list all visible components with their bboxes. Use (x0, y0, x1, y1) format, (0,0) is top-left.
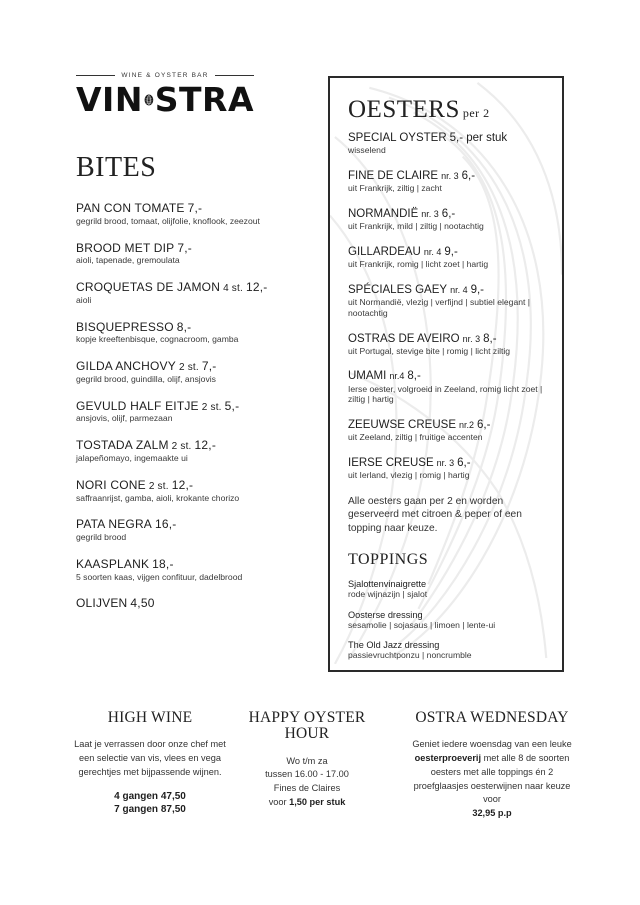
oyster-price: 9,- (444, 245, 458, 258)
oesters-content (348, 96, 548, 671)
oyster-desc: uit Frankrijk, romig | licht zoet | hartig (348, 259, 489, 270)
happy-hour-price-pre: voor (268, 796, 287, 807)
oyster-size: nr. 4 (450, 284, 468, 295)
item-name: PATA NEGRA (76, 517, 153, 532)
topping-item (348, 610, 548, 631)
tagline-rule-left (76, 75, 115, 76)
topping-name: Sjalottenvinaigrette (348, 578, 427, 589)
high-wine-section (72, 710, 228, 817)
bites-list (76, 202, 296, 611)
oyster-item (348, 333, 548, 357)
tagline-text: WINE & OYSTER BAR (121, 72, 209, 79)
item-name: PAN CON TOMATE (76, 201, 185, 215)
oyster-name: UMAMI (348, 370, 387, 383)
menu-item (76, 479, 296, 504)
topping-desc: passievruchtponzu | noncrumble (348, 650, 472, 661)
item-size: 4 st. (223, 283, 243, 295)
item-desc: saffraanrijst, gamba, aioli, krokante chorizo (76, 492, 240, 503)
item-name: BROOD MET DIP (76, 240, 175, 255)
high-wine-prices (72, 790, 228, 817)
high-wine-price-7: 7 gangen 87,50 (114, 804, 186, 816)
oyster-item (348, 419, 548, 443)
menu-item (76, 242, 296, 267)
oyster-name: OSTRAS DE AVEIRO (348, 332, 460, 345)
item-desc: ansjovis, olijf, parmezaan (76, 413, 173, 424)
oyster-name: SPECIAL OYSTER (348, 132, 447, 144)
happy-hour-oyster: Fines de Claires (273, 783, 341, 794)
oyster-item (348, 208, 548, 232)
logo-text-left: VIN (76, 80, 143, 119)
oyster-size: nr. 4 (423, 246, 442, 257)
logo-text-right: STRA (154, 80, 254, 119)
oyster-item (348, 132, 548, 156)
topping-name: The Old Jazz dressing (348, 640, 440, 651)
bites-title: BITES (76, 152, 157, 183)
oyster-desc: Ierse oester, volgroeid in Zeeland, romig licht zoet | ziltig | hartig (348, 383, 543, 405)
item-name: GILDA ANCHOVY (76, 359, 176, 374)
oyster-size: nr. 3 (462, 333, 481, 344)
oyster-size: nr.4 (389, 371, 405, 382)
item-size: 2 st. (171, 441, 192, 453)
happy-hour-price-line (248, 796, 366, 810)
oyster-size: nr. 3 (436, 458, 455, 469)
item-name: TOSTADA ZALM (76, 438, 169, 453)
happy-hour-days: Wo t/m za (286, 755, 328, 766)
oyster-desc: uit Frankrijk, ziltig | zacht (348, 183, 442, 194)
oyster-desc: uit Portugal, stevige bite | romig | licht ziltig (348, 345, 511, 356)
happy-hour-time: tussen 16.00 - 17.00 (265, 769, 349, 780)
oyster-name: IERSE CREUSE (348, 457, 434, 470)
item-price: 4,50 (130, 596, 155, 611)
oyster-price: 6,- (457, 457, 471, 470)
oyster-size: nr. 3 (441, 170, 459, 181)
menu-item (76, 202, 296, 227)
menu-item (76, 281, 296, 306)
item-price: 16,- (155, 517, 177, 532)
item-name: NORI CONE (76, 477, 146, 492)
oyster-price: 5,- per stuk (449, 132, 508, 144)
menu-item (76, 360, 296, 385)
item-desc: gegrild brood, tomaat, olijfolie, knoflook, zeezout (76, 215, 260, 226)
menu-item (76, 558, 296, 583)
oyster-desc: wisselend (348, 145, 386, 156)
brand (76, 72, 254, 119)
item-price: 7,- (177, 240, 192, 255)
ostra-text-post: met alle 8 de soorten oesters met alle toppings én 2 proefglaasjes oesterwijnen naar keuze voor (413, 753, 571, 805)
ostra-text-bold: oesterproeverij (414, 753, 481, 764)
ostra-wednesday-section (412, 710, 572, 821)
high-wine-title: HIGH WINE (107, 709, 193, 726)
oyster-name: FINE DE CLAIRE (348, 169, 439, 182)
item-desc: aioli (76, 294, 92, 305)
oyster-desc: uit Zeeland, ziltig | fruitige accenten (348, 432, 483, 443)
item-desc: 5 soorten kaas, vijgen confituur, dadelbrood (76, 571, 243, 582)
oyster-price: 6,- (461, 169, 476, 182)
topping-item (348, 579, 548, 600)
oyster-price: 8,- (483, 332, 497, 345)
item-size: 2 st. (178, 362, 199, 374)
item-desc: kopje kreeftenbisque, cognacroom, gamba (76, 334, 239, 345)
item-price: 7,- (201, 359, 217, 374)
item-name: BISQUEPRESSO (76, 319, 174, 334)
bites-section (76, 152, 296, 626)
brand-tagline (76, 72, 254, 79)
happy-oyster-hour-section (248, 710, 366, 810)
item-size: 2 st. (201, 401, 222, 413)
item-name: OLIJVEN (76, 596, 128, 611)
item-desc: jalapeñomayo, ingemaakte ui (76, 452, 188, 463)
happy-hour-text (248, 755, 366, 810)
oyster-name: GILLARDEAU (348, 245, 421, 258)
item-desc: aioli, tapenade, gremoulata (76, 255, 180, 266)
happy-hour-price: 1,50 per stuk (289, 796, 346, 807)
oyster-price: 9,- (470, 283, 485, 296)
oyster-name: NORMANDIË (348, 207, 419, 220)
oyster-item (348, 457, 548, 481)
oyster-price: 6,- (477, 419, 491, 432)
topping-desc: rode wijnazijn | sjalot (348, 588, 428, 599)
menu-item (76, 439, 296, 464)
topping-name: Oosterse dressing (348, 609, 423, 620)
menu-item (76, 518, 296, 543)
item-price: 12,- (171, 477, 194, 492)
item-price: 18,- (152, 556, 174, 571)
oyster-size: nr. 3 (421, 208, 439, 219)
oyster-shell-icon (144, 84, 154, 116)
menu-item (76, 400, 296, 425)
ostra-wednesday-text (412, 738, 572, 821)
item-name: GEVULD HALF EITJE (76, 398, 199, 413)
oyster-desc: uit Ierland, vlezig | romig | hartig (348, 470, 470, 481)
ostra-text-pre: Geniet iedere woensdag van een leuke (412, 739, 572, 750)
item-name: KAASPLANK (76, 556, 150, 571)
oyster-desc: uit Normandië, vlezig | verfijnd | subtiel elegant | nootachtig (348, 297, 531, 318)
oyster-name: ZEEUWSE CREUSE (348, 419, 456, 432)
oesters-note: Alle oesters gaan per 2 en worden geserveerd met citroen & peper of een topping naar keuze. (348, 496, 522, 534)
oesters-title-text: OESTERS (348, 96, 460, 123)
oyster-name: SPÉCIALES GAEY (348, 283, 448, 296)
oyster-item (348, 246, 548, 270)
oesters-panel (328, 76, 564, 672)
happy-hour-title: HAPPY OYSTER HOUR (248, 709, 366, 743)
item-name: CROQUETAS DE JAMON (76, 280, 221, 295)
oesters-per: per 2 (462, 106, 490, 120)
oyster-item (348, 284, 548, 319)
item-price: 5,- (224, 398, 240, 413)
item-price: 8,- (176, 319, 192, 334)
oyster-item (348, 370, 548, 405)
item-desc: gegrild brood, guindilla, olijf, ansjovis (76, 373, 216, 384)
brand-logo (76, 80, 254, 119)
oyster-price: 6,- (441, 207, 456, 220)
topping-desc: sesamolie | sojasaus | limoen | lente-ui (348, 619, 496, 630)
oyster-item (348, 170, 548, 194)
high-wine-price-4: 4 gangen 47,50 (114, 790, 186, 802)
oesters-title (348, 96, 548, 124)
item-price: 7,- (187, 201, 203, 215)
ostra-price: 32,95 p.p (472, 808, 512, 819)
topping-item (348, 640, 548, 661)
item-desc: gegrild brood (76, 532, 127, 543)
menu-item (76, 597, 296, 611)
oyster-price: 8,- (407, 370, 421, 383)
oyster-size: nr.2 (459, 420, 475, 431)
high-wine-text: Laat je verrassen door onze chef met een selectie van vis, vlees en vega gerechtjes met bijpassende wijnen. (74, 739, 226, 777)
item-price: 12,- (245, 280, 268, 295)
tagline-rule-right (215, 75, 254, 76)
toppings-title: TOPPINGS (348, 550, 429, 568)
oyster-desc: uit Frankrijk, mild | ziltig | nootachtig (348, 221, 484, 232)
item-size: 2 st. (148, 480, 169, 492)
ostra-wednesday-title: OSTRA WEDNESDAY (415, 709, 569, 726)
item-price: 12,- (194, 438, 217, 453)
menu-item (76, 321, 296, 346)
